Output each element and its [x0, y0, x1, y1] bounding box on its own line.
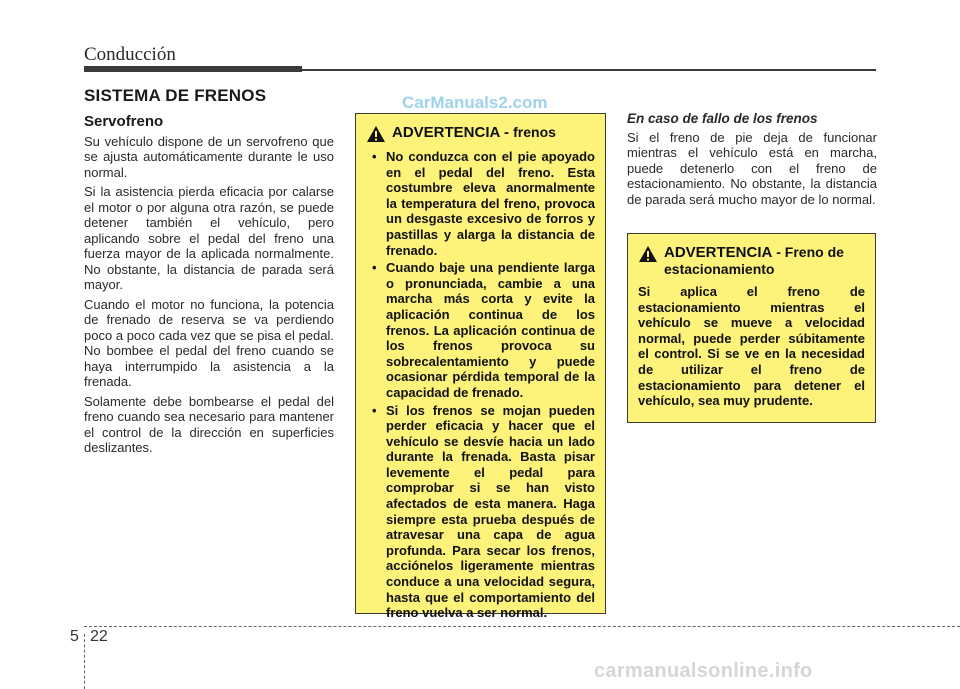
section-title: SISTEMA DE FRENOS — [84, 86, 267, 105]
warning-subtitle-text: - Freno de estacionamiento — [664, 244, 844, 277]
footer-vertical-divider — [84, 634, 85, 689]
warning-header-parking — [638, 244, 865, 278]
servofreno-paragraph-1: Su vehículo dispone de un servofreno que se ajusta automáticamente durante le uso normal. — [84, 133, 334, 180]
footer-divider — [84, 626, 960, 627]
brake-failure-heading: En caso de fallo de los frenos — [627, 111, 818, 126]
warning-body-parking: Si aplica el freno de estacionamiento mientras el vehículo se mueve a velocidad normal, puede perder súbitamente el control. Si se ve en la necesidad de utilizar el freno de estacionamiento para detener el vehículo, sea muy prudente. — [638, 284, 865, 409]
warning-item: • Si los frenos se mojan pueden perder eficacia y hacer que el vehículo se desvíe hacia un lado durante la frenada. Basta pisar levemente el pedal para comprobar si se han visto afectados de esta manera. Haga siempre esta prueba después de atravesar una capa de agua profunda. Para secar los frenos, acciónelos ligeramente mientras conduce a una velocidad segura, hasta que el comportamiento del freno vuelva a ser normal. — [366, 403, 595, 621]
warning-title-brakes — [392, 124, 556, 141]
header-title: Conducción — [84, 44, 176, 65]
servofreno-paragraph-4: Solamente debe bombearse el pedal del freno cuando sea necesario para mantener el control de la dirección en superficies deslizantes. — [84, 393, 334, 455]
servofreno-paragraph-2: Si la asistencia pierda eficacia por calarse el motor o por alguna otra razón, se puede detener también el vehículo, pero aplicando sobre el pedal del freno una fuerza mayor de la aplicada normalmente. No obstante, la distancia de parada será mayor. — [84, 184, 334, 292]
brake-failure-paragraph: Si el freno de pie deja de funcionar mientras el vehículo está en marcha, puede detenerlo con el freno de estacionamiento. No obstante, la distancia de parada será mucho mayor de lo normal. — [627, 129, 877, 207]
warning-box-brakes — [355, 113, 606, 621]
warning-title-text: ADVERTENCIA - — [392, 124, 514, 141]
left-column — [84, 114, 334, 460]
watermark-bottom: carmanualsonline.info — [594, 660, 813, 682]
header-bar-thick — [84, 66, 302, 72]
warning-title-text: ADVERTENCIA — [664, 244, 773, 261]
warning-subtitle-text: frenos — [513, 124, 556, 140]
warning-title-parking — [664, 244, 865, 278]
warning-list-brakes — [366, 149, 595, 621]
warning-triangle-icon — [638, 245, 658, 263]
page-number: 22 — [90, 628, 108, 645]
servofreno-paragraph-3: Cuando el motor no funciona, la potencia de frenado de reserva se va perdiendo poco a poco cada vez que se pisa el pedal. No bombee el pedal del freno cuando se haya interrumpido la asistencia a la frenada. — [84, 296, 334, 389]
warning-box-parking — [627, 233, 876, 423]
warning-item: • Cuando baje una pendiente larga o pronunciada, cambie a una marcha más corta y evite la aplicación continua de los frenos. La aplicación continua de los frenos provoca su sobrecalentamiento y puede ocasionar pérdida temporal de la capacidad de frenado. — [366, 260, 595, 400]
servofreno-heading: Servofreno — [84, 113, 164, 130]
right-column — [627, 111, 877, 211]
page-chapter: 5 — [70, 628, 79, 645]
watermark-top: CarManuals2.com — [402, 93, 548, 112]
warning-triangle-icon — [366, 125, 386, 143]
warning-item: • No conduzca con el pie apoyado en el pedal del freno. Esta costumbre eleva anormalmente la temperatura del freno, provoca un desgaste excesivo de forros y pastillas y alarga la distancia de frenado. — [366, 149, 595, 258]
warning-header-brakes — [366, 124, 595, 143]
header-bar-thin — [302, 69, 876, 71]
